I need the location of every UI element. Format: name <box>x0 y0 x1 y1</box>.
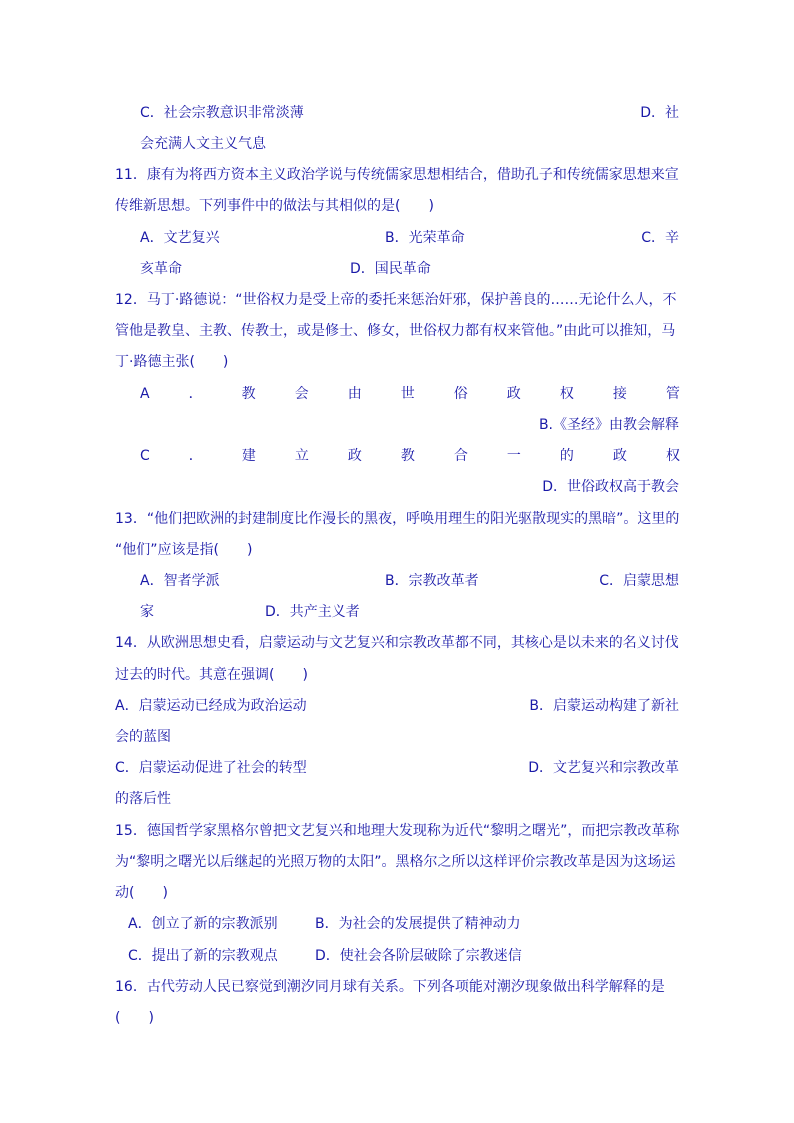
q13-stem-line1: 13．“他们把欧洲的封建制度比作漫长的黑夜，呼唤用理生的阳光驱散现实的黑暗”。这里的 <box>115 511 680 527</box>
q12-option-a-char: A <box>140 386 150 402</box>
q12-option-c-char: C <box>140 448 150 464</box>
q12-option-c <box>140 446 680 466</box>
q12-option-a-char: 会 <box>294 386 309 402</box>
q15-option-c: C．提出了新的宗教观点 <box>128 948 278 964</box>
q11-stem-line1: 11．康有为将西方资本主义政治学说与传统儒家思想相结合，借助孔子和传统儒家思想来宣 <box>115 167 679 183</box>
q10-option-d-start: D．社 <box>640 105 679 121</box>
q10-option-c: C．社会宗教意识非常淡薄 <box>140 105 304 121</box>
q12-option-b: B.《圣经》由教会解释 <box>538 417 679 433</box>
q12-option-d: D．世俗政权高于教会 <box>542 479 679 495</box>
q12-option-c-char: 合 <box>453 448 468 464</box>
q12-stem-line3: 丁·路德主张( ) <box>115 354 229 370</box>
q15-option-a: A．创立了新的宗教派别 <box>128 916 278 932</box>
q15-stem-line2: 为“黎明之曙光以后继起的光照万物的太阳”。黑格尔之所以这样评价宗教改革是因为这场运 <box>115 854 676 870</box>
q14-option-d-start: D．文艺复兴和宗教改革 <box>528 760 679 776</box>
q15-option-b: B．为社会的发展提供了精神动力 <box>315 916 521 932</box>
q16-stem-line2: ( ) <box>115 1010 154 1026</box>
q12-option-c-char: 一 <box>506 448 521 464</box>
q15-stem-line3: 动( ) <box>115 885 168 901</box>
q12-option-a-char: 俗 <box>453 386 468 402</box>
q14-stem-line2: 过去的时代。其意在强调( ) <box>115 667 308 683</box>
q12-option-a-char: 世 <box>400 386 415 402</box>
q12-option-c-char: ． <box>188 448 203 464</box>
q12-option-c-char: 政 <box>347 448 362 464</box>
q12-option-a-char: ． <box>188 386 203 402</box>
q12-option-a-char: 管 <box>665 386 680 402</box>
q12-option-a-char: 政 <box>506 386 521 402</box>
q12-option-a <box>140 384 680 404</box>
q13-option-b: B．宗教改革者 <box>385 573 479 589</box>
q12-option-c-char: 政 <box>612 448 627 464</box>
q12-stem-line2: 管他是教皇、主教、传教士，或是修士、修女，世俗权力都有权来管他。”由此可以推知，马 <box>115 323 676 339</box>
q12-stem-line1: 12．马丁·路德说：“世俗权力是受上帝的委托来惩治奸邪，保护善良的……无论什么人，不 <box>115 292 677 308</box>
q13-option-c-cont: 家 <box>140 604 154 620</box>
q16-stem-line1: 16．古代劳动人民已察觉到潮汐同月球有关系。下列各项能对潮汐现象做出科学解释的是 <box>115 979 665 995</box>
q11-stem-line2: 传维新思想。下列事件中的做法与其相似的是( ) <box>115 198 434 214</box>
q13-option-c-start: C．启蒙思想 <box>599 573 679 589</box>
q14-option-a: A．启蒙运动已经成为政治运动 <box>115 698 307 714</box>
q14-option-b-cont: 会的蓝图 <box>115 729 171 745</box>
q11-option-a: A．文艺复兴 <box>140 230 220 246</box>
q10-option-d-cont: 会充满人文主义气息 <box>140 136 266 152</box>
q12-option-a-char: 教 <box>241 386 256 402</box>
q11-option-d: D．国民革命 <box>350 261 431 277</box>
q12-option-c-char: 的 <box>559 448 574 464</box>
q12-option-c-char: 建 <box>241 448 256 464</box>
q15-stem-line1: 15．德国哲学家黑格尔曾把文艺复兴和地理大发现称为近代“黎明之曙光”，而把宗教改革称 <box>115 823 680 839</box>
q14-option-b-start: B．启蒙运动构建了新社 <box>529 698 679 714</box>
q11-option-b: B．光荣革命 <box>385 230 465 246</box>
q14-option-d-cont: 的落后性 <box>115 791 171 807</box>
q12-option-a-char: 接 <box>612 386 627 402</box>
q12-option-c-char: 立 <box>294 448 309 464</box>
q13-option-a: A．智者学派 <box>140 573 220 589</box>
q12-option-a-char: 权 <box>559 386 574 402</box>
q12-option-c-char: 权 <box>665 448 680 464</box>
q12-option-c-char: 教 <box>400 448 415 464</box>
q12-option-a-char: 由 <box>347 386 362 402</box>
q14-option-c: C．启蒙运动促进了社会的转型 <box>115 760 307 776</box>
q13-option-d: D．共产主义者 <box>265 604 360 620</box>
q11-option-c-cont: 亥革命 <box>140 261 182 277</box>
q15-option-d: D．使社会各阶层破除了宗教迷信 <box>315 948 522 964</box>
q13-stem-line2: “他们”应该是指( ) <box>115 542 253 558</box>
q14-stem-line1: 14．从欧洲思想史看，启蒙运动与文艺复兴和宗教改革都不同，其核心是以未来的名义讨伐 <box>115 635 679 651</box>
q11-option-c-start: C．辛 <box>641 230 679 246</box>
